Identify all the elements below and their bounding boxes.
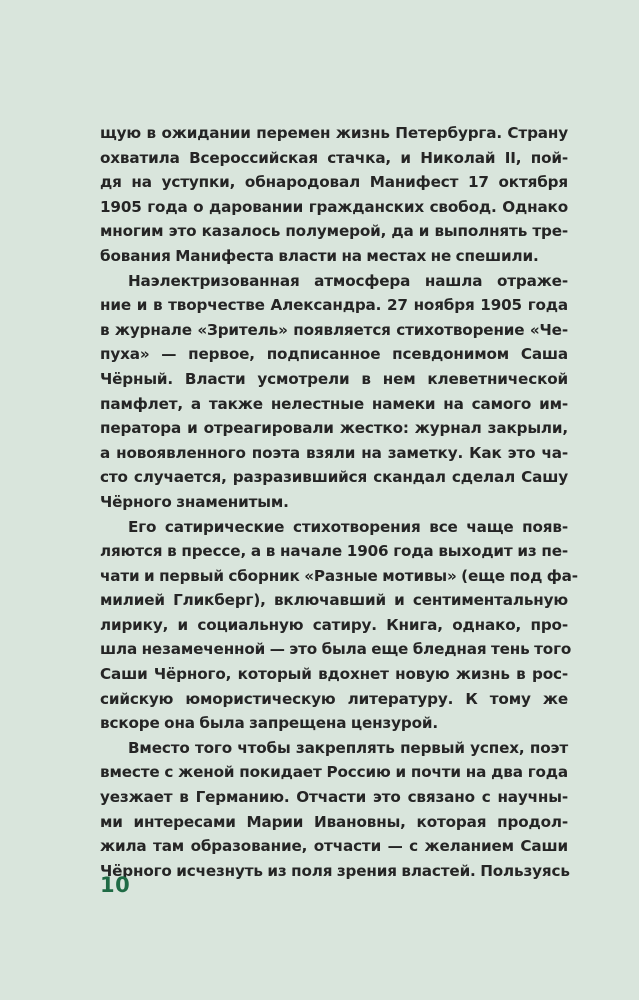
- text-line: уезжает в Германию. Отчасти это связано с научны-: [100, 788, 568, 807]
- text-line: милией Гликберг), включавший и сентиментальную: [100, 591, 568, 610]
- text-line: Вместо того чтобы закреплять первый успех, поэт: [128, 738, 568, 757]
- text-line: охватила Всероссийская стачка, и Николай II, пой-: [100, 148, 568, 167]
- page-number: 10: [100, 873, 131, 897]
- text-line: жила там образование, отчасти — с желанием Саши: [100, 837, 568, 856]
- text-line: памфлет, а также нелестные намеки на самого им-: [100, 394, 568, 413]
- text-line: сийскую юмористическую литературу. К тому же: [100, 689, 568, 708]
- text-line: дя на уступки, обнародовал Манифест 17 октября: [100, 173, 568, 192]
- text-line: 1905 года о даровании гражданских свобод. Однако: [100, 197, 568, 216]
- text-line: ние и в творчестве Александра. 27 ноября 1905 года: [100, 296, 568, 315]
- text-line: бования Манифеста власти на местах не спешили.: [100, 246, 539, 265]
- text-line: Его сатирические стихотворения все чаще появ-: [128, 517, 568, 536]
- text-line: шла незамеченной — это была еще бледная тень того: [100, 640, 572, 659]
- text-line: пуха» — первое, подписанное псевдонимом Саша: [100, 345, 568, 364]
- text-line: вместе с женой покидает Россию и почти на два года: [100, 763, 568, 782]
- text-line: Чёрного знаменитым.: [100, 492, 289, 511]
- text-line: а новоявленного поэта взяли на заметку. Как это ча-: [100, 443, 568, 462]
- body-text: [100, 121, 578, 883]
- text-line: щую в ожидании перемен жизнь Петербурга. Страну: [100, 124, 568, 142]
- text-line: Наэлектризованная атмосфера нашла отраже-: [128, 271, 568, 290]
- text-line: чати и первый сборник «Разные мотивы» (еще под фа-: [100, 566, 578, 585]
- text-line: в журнале «Зритель» появляется стихотворение «Че-: [100, 320, 568, 339]
- text-line: ляются в прессе, а в начале 1906 года выходит из пе-: [100, 542, 568, 561]
- text-line: ператора и отреагировали жестко: журнал закрыли,: [100, 419, 568, 438]
- text-line: лирику, и социальную сатиру. Книга, однако, про-: [100, 615, 568, 634]
- text-line: Чёрный. Власти усмотрели в нем клеветнической: [100, 369, 568, 388]
- text-line: ми интересами Марии Ивановны, которая продол-: [100, 812, 568, 831]
- text-line: Чёрного исчезнуть из поля зрения властей. Пользуясь: [100, 861, 570, 880]
- text-line: многим это казалось полумерой, да и выполнять тре-: [100, 222, 568, 241]
- text-line: Саши Чёрного, который вдохнет новую жизнь в рос-: [100, 665, 568, 684]
- text-line: вскоре она была запрещена цензурой.: [100, 714, 438, 733]
- text-line: сто случается, разразившийся скандал сделал Сашу: [100, 468, 568, 487]
